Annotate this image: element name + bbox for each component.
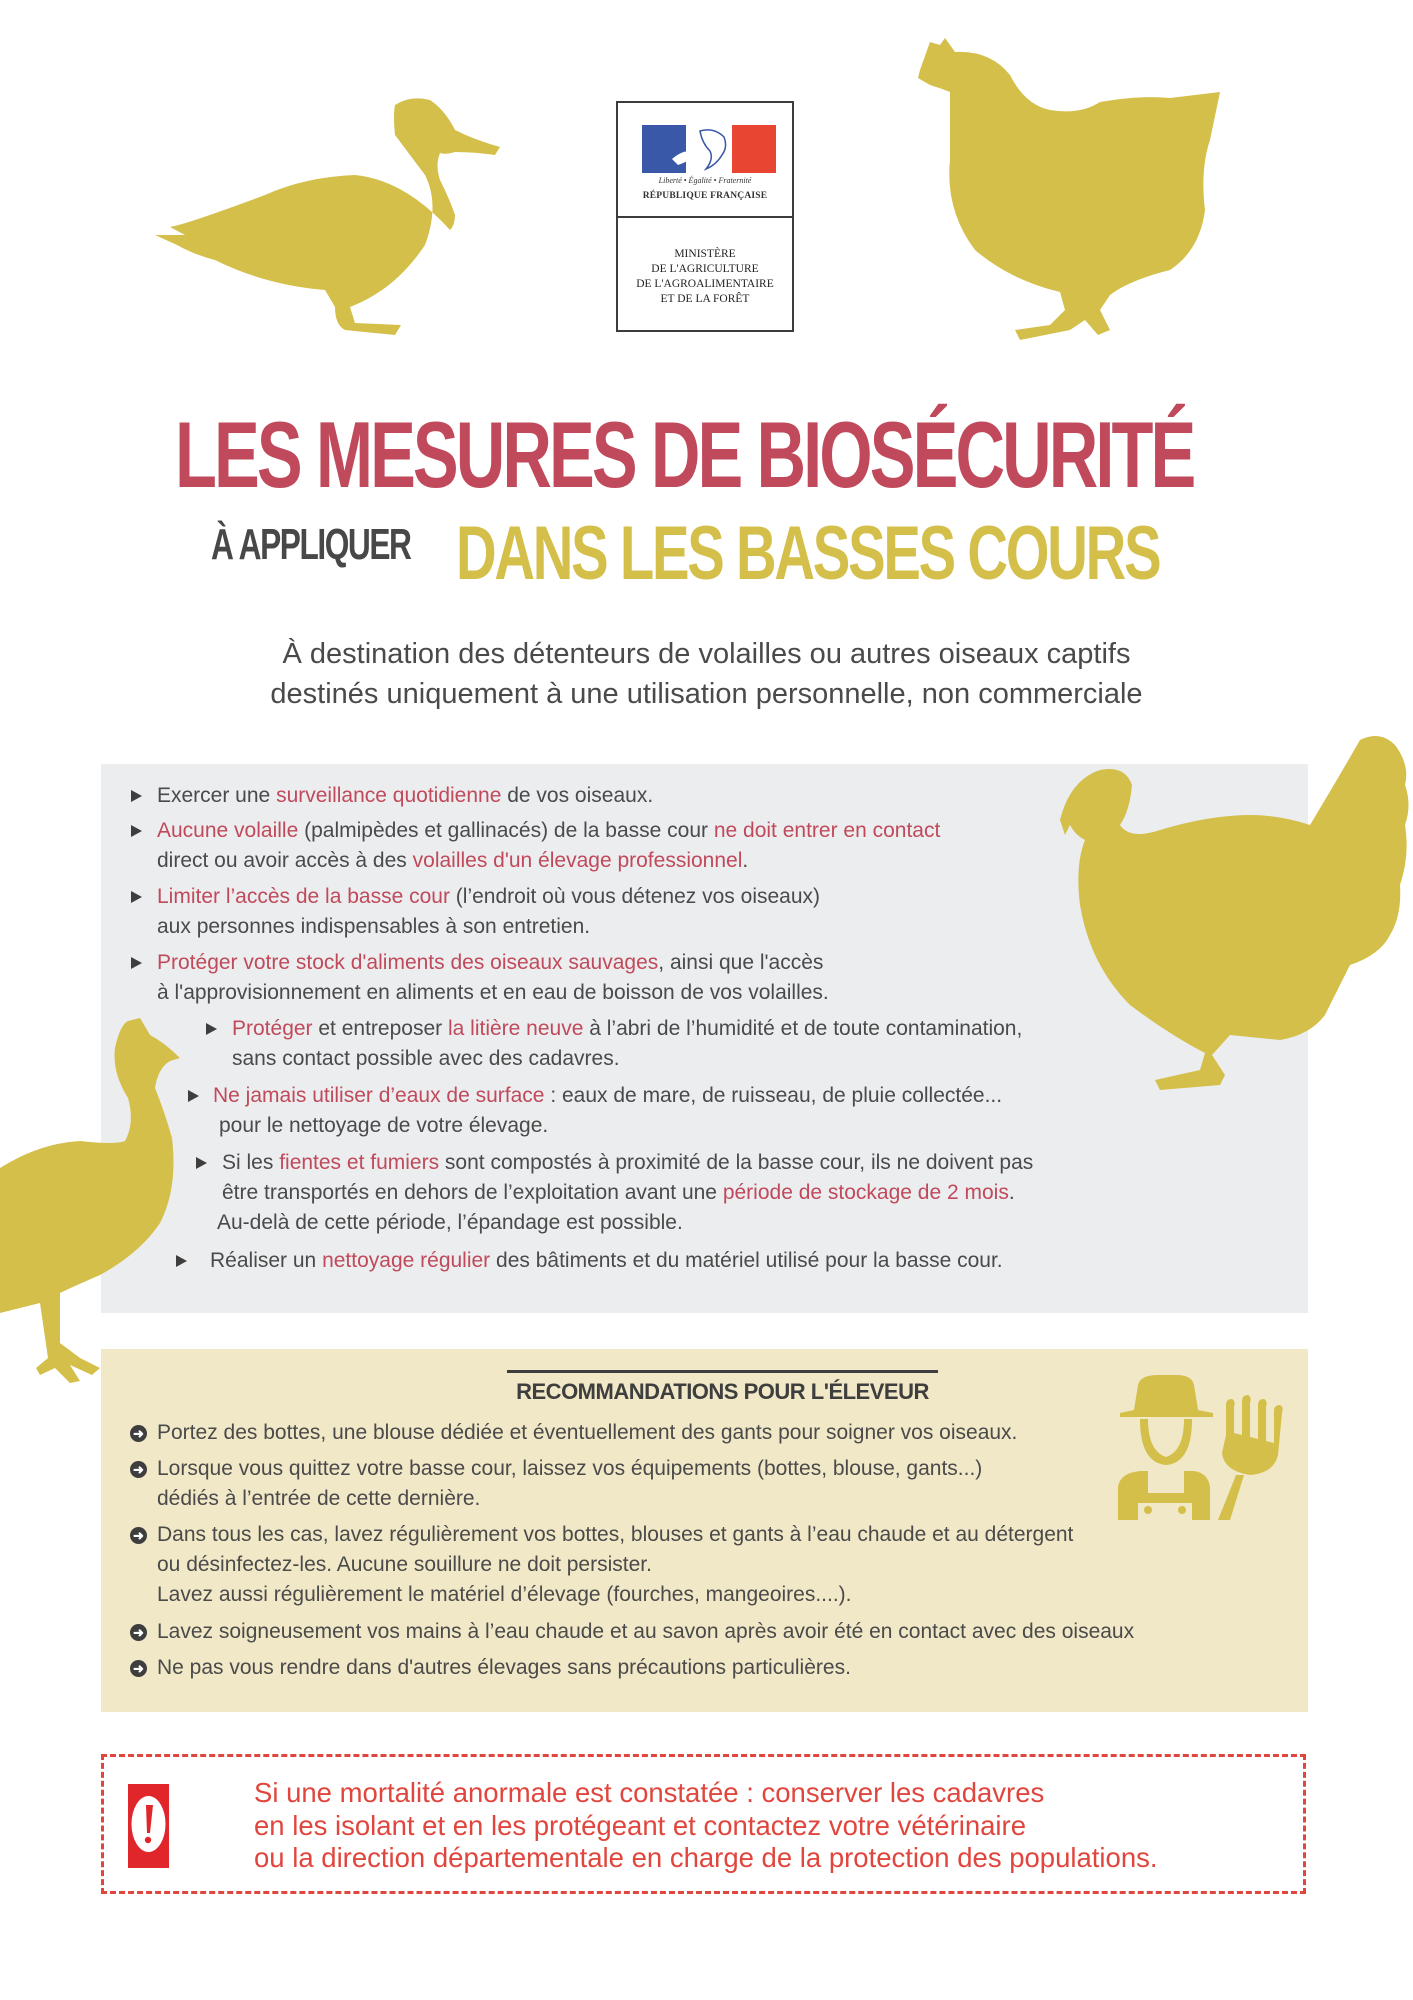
measure-text: : eaux de mare, de ruisseau, de pluie collectée... <box>544 1084 1003 1107</box>
recommendation-item <box>157 1520 1073 1610</box>
measure-item <box>157 948 829 1008</box>
alert-line: ou la direction départementale en charge de la protection des populations. <box>254 1842 1158 1873</box>
arrow-circle-icon: ➜ <box>130 1660 147 1677</box>
measure-text: sont compostés à proximité de la basse cour, ils ne doivent pas <box>439 1151 1034 1174</box>
audience-description <box>150 634 1263 714</box>
measure-highlight: période de stockage de 2 mois <box>722 1181 1009 1204</box>
measure-text: Exercer une <box>157 784 277 807</box>
measure-text: sans contact possible avec des cadavres. <box>232 1047 620 1070</box>
measure-text: Réaliser un <box>210 1249 323 1272</box>
measure-text: direct ou avoir accès à des <box>157 849 413 872</box>
alert-line: en les isolant et en les protégeant et contactez votre vétérinaire <box>254 1809 1026 1841</box>
measure-highlight: Limiter l’accès de la basse cour <box>157 885 450 908</box>
subtitle-prefix: À APPLIQUER <box>211 520 411 569</box>
measure-item <box>217 1148 1034 1238</box>
measure-text: des bâtiments et du matériel utilisé pour la basse cour. <box>490 1249 1003 1272</box>
measure-text: (palmipèdes et gallinacés) de la basse cour <box>298 819 714 842</box>
measure-highlight: surveillance quotidienne <box>276 784 502 807</box>
duck-silhouette-icon <box>155 85 500 335</box>
recommendation-text: Lorsque vous quittez votre basse cour, laissez vos équipements (bottes, blouse, gants...) <box>157 1457 983 1480</box>
guinea-fowl-silhouette-icon <box>0 1013 185 1403</box>
recommendation-text: ou désinfectez-les. Aucune souillure ne doit persister. <box>157 1553 652 1576</box>
farmer-with-pitchfork-icon <box>1118 1375 1293 1520</box>
alert-line: Si une mortalité anormale est constatée : conserver les cadavres <box>254 1777 1045 1808</box>
measure-item <box>232 1014 1022 1074</box>
mortality-alert <box>101 1754 1306 1894</box>
recommendation-text: Dans tous les cas, lavez régulièrement vos bottes, blouses et gants à l’eau chaude et au détergent <box>157 1523 1074 1546</box>
recommendation-item <box>157 1617 1134 1647</box>
measure-text: à l’abri de l’humidité et de toute contamination, <box>583 1017 1023 1040</box>
bullet-triangle-icon <box>131 825 142 837</box>
page-subtitle <box>211 511 1160 596</box>
republic-name: RÉPUBLIQUE FRANÇAISE <box>642 191 768 201</box>
bullet-triangle-icon <box>131 790 142 802</box>
measure-text: à l'approvisionnement en aliments et en eau de boisson de vos volailles. <box>157 981 829 1004</box>
measure-text: et entreposer <box>312 1017 448 1040</box>
ministry-line: MINISTÈRE <box>674 248 736 260</box>
recommendation-text: Lavez soigneusement vos mains à l’eau chaude et au savon après avoir été en contact avec des oiseaux <box>157 1620 1135 1643</box>
bullet-triangle-icon <box>131 957 142 969</box>
measure-item <box>157 816 940 876</box>
measure-highlight: fientes et fumiers <box>279 1151 440 1174</box>
ministry-line: DE L'AGRICULTURE <box>651 263 759 275</box>
measure-text: aux personnes indispensables à son entretien. <box>157 915 591 938</box>
bullet-triangle-icon <box>176 1255 187 1267</box>
measure-item <box>213 1081 1002 1141</box>
measure-highlight: Protéger <box>232 1017 313 1040</box>
exclamation-icon <box>128 1793 169 1855</box>
arrow-circle-icon: ➜ <box>130 1425 147 1442</box>
ministry-logo <box>616 101 794 332</box>
audience-line: À destination des détenteurs de volailles ou autres oiseaux captifs <box>282 638 1131 670</box>
bullet-triangle-icon <box>131 891 142 903</box>
recommendation-text: Lavez aussi régulièrement le matériel d’élevage (fourches, mangeoires....). <box>157 1583 852 1606</box>
measure-text: être transportés en dehors de l’exploitation avant une <box>222 1181 723 1204</box>
bullet-triangle-icon <box>206 1023 217 1035</box>
republic-motto: Liberté • Égalité • Fraternité <box>658 176 752 185</box>
measure-text: Si les <box>222 1151 280 1174</box>
audience-line: destinés uniquement à une utilisation personnelle, non commerciale <box>270 678 1143 710</box>
recommendation-item <box>157 1418 1017 1448</box>
measure-item <box>210 1246 1003 1276</box>
measure-highlight: Aucune volaille <box>157 819 299 842</box>
measure-text: Au-delà de cette période, l’épandage est possible. <box>217 1211 683 1234</box>
marianne-flag-icon <box>642 125 776 173</box>
measure-highlight: Ne jamais utiliser d’eaux de surface <box>213 1084 545 1107</box>
measure-text: , ainsi que l'accès <box>658 951 824 974</box>
page-title: LES MESURES DE BIOSÉCURITÉ <box>175 402 1194 507</box>
measure-highlight: la litière neuve <box>447 1017 584 1040</box>
recommendation-text: dédiés à l’entrée de cette dernière. <box>157 1487 481 1510</box>
measure-highlight: volailles d'un élevage professionnel <box>412 849 743 872</box>
measure-text: . <box>1008 1181 1015 1204</box>
measure-item <box>157 882 820 942</box>
measure-text: (l’endroit où vous détenez vos oiseaux) <box>449 885 821 908</box>
measure-highlight: nettoyage régulier <box>322 1249 491 1272</box>
arrow-circle-icon: ➜ <box>130 1527 147 1544</box>
recommendation-text: Ne pas vous rendre dans d'autres élevages sans précautions particulières. <box>157 1656 851 1679</box>
recommendation-item <box>157 1454 982 1514</box>
measure-highlight: Protéger votre stock d'aliments des oiseaux sauvages <box>157 951 659 974</box>
subtitle-main: DANS LES BASSES COURS <box>456 511 1160 596</box>
turkey-silhouette-icon <box>1050 725 1413 1095</box>
hen-silhouette-icon <box>900 30 1220 350</box>
bullet-triangle-icon <box>188 1090 199 1102</box>
measure-text: . <box>742 849 749 872</box>
recommendation-item <box>157 1653 851 1683</box>
alert-message <box>254 1777 1158 1875</box>
measure-text: pour le nettoyage de votre élevage. <box>219 1114 549 1137</box>
arrow-circle-icon: ➜ <box>130 1461 147 1478</box>
ministry-line: DE L'AGROALIMENTAIRE <box>636 278 774 290</box>
measure-item <box>157 781 653 811</box>
measure-highlight: ne doit entrer en contact <box>713 819 941 842</box>
ministry-line: ET DE LA FORÊT <box>660 293 750 305</box>
recommendations-title: RECOMMANDATIONS POUR L'ÉLEVEUR <box>507 1370 938 1405</box>
arrow-circle-icon: ➜ <box>130 1624 147 1641</box>
recommendation-text: Portez des bottes, une blouse dédiée et éventuellement des gants pour soigner vos oiseaux. <box>157 1421 1018 1444</box>
ministry-name <box>618 218 792 307</box>
bullet-triangle-icon <box>196 1157 207 1169</box>
measure-text: de vos oiseaux. <box>501 784 654 807</box>
